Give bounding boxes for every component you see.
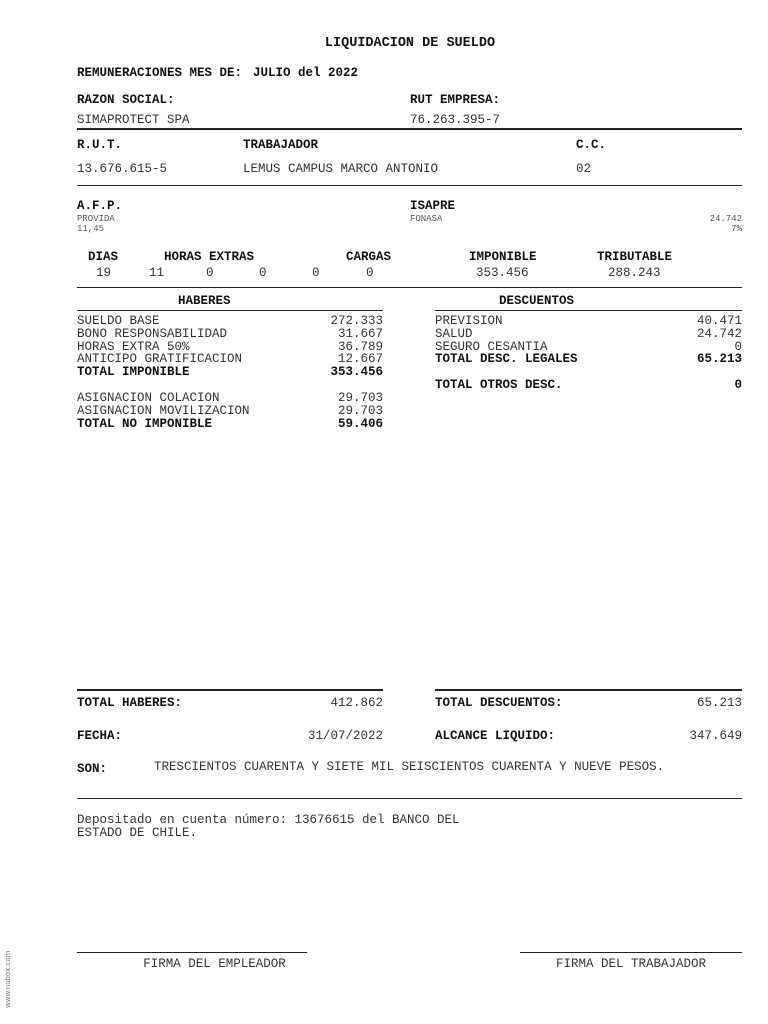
razon-social-value: SIMAPROTECT SPA <box>77 113 190 127</box>
divider <box>77 798 742 799</box>
afp-rate: 11,45 <box>77 224 105 234</box>
divider <box>77 128 742 130</box>
descuento-item-value: 0 <box>734 340 742 354</box>
period-value: JULIO del 2022 <box>253 66 359 80</box>
isapre-amount: 24.742 <box>709 214 742 224</box>
haber-item-value: 12.667 <box>337 352 383 366</box>
descuento-item-value: 40.471 <box>696 314 742 328</box>
horas-value-1: 11 <box>149 266 165 280</box>
tributable-label: TRIBUTABLE <box>597 250 673 264</box>
period-label: REMUNERACIONES MES DE: <box>77 66 243 80</box>
imponible-label: IMPONIBLE <box>469 250 537 264</box>
haber-item-name: ANTICIPO GRATIFICACION <box>77 352 243 366</box>
haberes-header: HABERES <box>178 294 231 308</box>
haber-item-name: ASIGNACION MOVILIZACION <box>77 404 250 418</box>
isapre-name: FONASA <box>410 214 443 224</box>
total-haberes-label: TOTAL HABERES: <box>77 696 183 710</box>
horas-value-2: 0 <box>206 266 214 280</box>
divider <box>77 310 383 311</box>
afp-label: A.F.P. <box>77 199 123 213</box>
afp-name: PROVIDA <box>77 214 115 224</box>
imponible-value: 353.456 <box>476 266 529 280</box>
descuento-item-name: PREVISION <box>435 314 503 328</box>
razon-social-label: RAZON SOCIAL: <box>77 93 175 107</box>
signature-line-trabajador <box>520 952 742 953</box>
rut-label: R.U.T. <box>77 138 123 152</box>
total-otros-desc-value: 0 <box>734 378 742 392</box>
divider <box>77 185 742 186</box>
total-otros-desc-label: TOTAL OTROS DESC. <box>435 378 563 392</box>
dias-label: DIAS <box>88 250 119 264</box>
total-imponible-value: 353.456 <box>330 365 383 379</box>
horas-extras-label: HORAS EXTRAS <box>164 250 255 264</box>
isapre-label: ISAPRE <box>410 199 456 213</box>
cc-label: C.C. <box>576 138 607 152</box>
son-value: TRESCIENTOS CUARENTA Y SIETE MIL SEISCIENTOS CUARENTA Y NUEVE PESOS. <box>154 760 665 774</box>
rut-empresa-value: 76.263.395-7 <box>410 113 501 127</box>
cargas-label: CARGAS <box>346 250 392 264</box>
divider <box>435 310 742 311</box>
haber-item-name: HORAS EXTRA 50% <box>77 340 190 354</box>
total-no-imponible-label: TOTAL NO IMPONIBLE <box>77 417 213 431</box>
alcance-liquido-label: ALCANCE LIQUIDO: <box>435 729 556 743</box>
haber-item-value: 29.703 <box>337 391 383 405</box>
rut-value: 13.676.615-5 <box>77 162 168 176</box>
fecha-label: FECHA: <box>77 729 123 743</box>
haber-item-name: ASIGNACION COLACION <box>77 391 220 405</box>
trabajador-value: LEMUS CAMPUS MARCO ANTONIO <box>243 162 439 176</box>
total-haberes-value: 412.862 <box>330 696 383 710</box>
total-no-imponible-value: 59.406 <box>337 417 383 431</box>
son-label: SON: <box>77 762 108 776</box>
haber-item-name: BONO RESPONSABILIDAD <box>77 327 228 341</box>
haber-item-value: 36.789 <box>337 340 383 354</box>
side-watermark: www.nubox.com <box>4 950 12 1008</box>
deposit-text-line-1: Depositado en cuenta número: 13676615 del BANCO DEL <box>77 813 460 827</box>
page-title: LIQUIDACION DE SUELDO <box>324 36 496 51</box>
descuentos-header: DESCUENTOS <box>499 294 575 308</box>
tributable-value: 288.243 <box>608 266 661 280</box>
total-imponible-label: TOTAL IMPONIBLE <box>77 365 190 379</box>
descuento-item-name: SEGURO CESANTIA <box>435 340 548 354</box>
haber-item-value: 272.333 <box>330 314 383 328</box>
cc-value: 02 <box>576 162 592 176</box>
total-descuentos-label: TOTAL DESCUENTOS: <box>435 696 563 710</box>
descuento-item-value: 24.742 <box>696 327 742 341</box>
isapre-rate: 7% <box>731 224 742 234</box>
cargas-value-1: 0 <box>312 266 320 280</box>
trabajador-label: TRABAJADOR <box>243 138 319 152</box>
descuento-item-name: SALUD <box>435 327 473 341</box>
total-desc-legales-label: TOTAL DESC. LEGALES <box>435 352 578 366</box>
total-desc-legales-value: 65.213 <box>696 352 742 366</box>
deposit-text-line-2: ESTADO DE CHILE. <box>77 826 198 840</box>
firma-empleador: FIRMA DEL EMPLEADOR <box>143 957 286 971</box>
rut-empresa-label: RUT EMPRESA: <box>410 93 501 107</box>
divider <box>77 689 383 691</box>
haber-item-value: 31.667 <box>337 327 383 341</box>
signature-line-empleador <box>77 952 307 953</box>
firma-trabajador: FIRMA DEL TRABAJADOR <box>555 957 707 971</box>
divider <box>435 689 742 691</box>
haber-item-value: 29.703 <box>337 404 383 418</box>
cargas-value-2: 0 <box>366 266 374 280</box>
horas-value-3: 0 <box>259 266 267 280</box>
dias-value: 19 <box>96 266 112 280</box>
fecha-value: 31/07/2022 <box>307 729 383 743</box>
total-descuentos-value: 65.213 <box>696 696 742 710</box>
haber-item-name: SUELDO BASE <box>77 314 160 328</box>
divider <box>77 287 742 288</box>
alcance-liquido-value: 347.649 <box>689 729 742 743</box>
